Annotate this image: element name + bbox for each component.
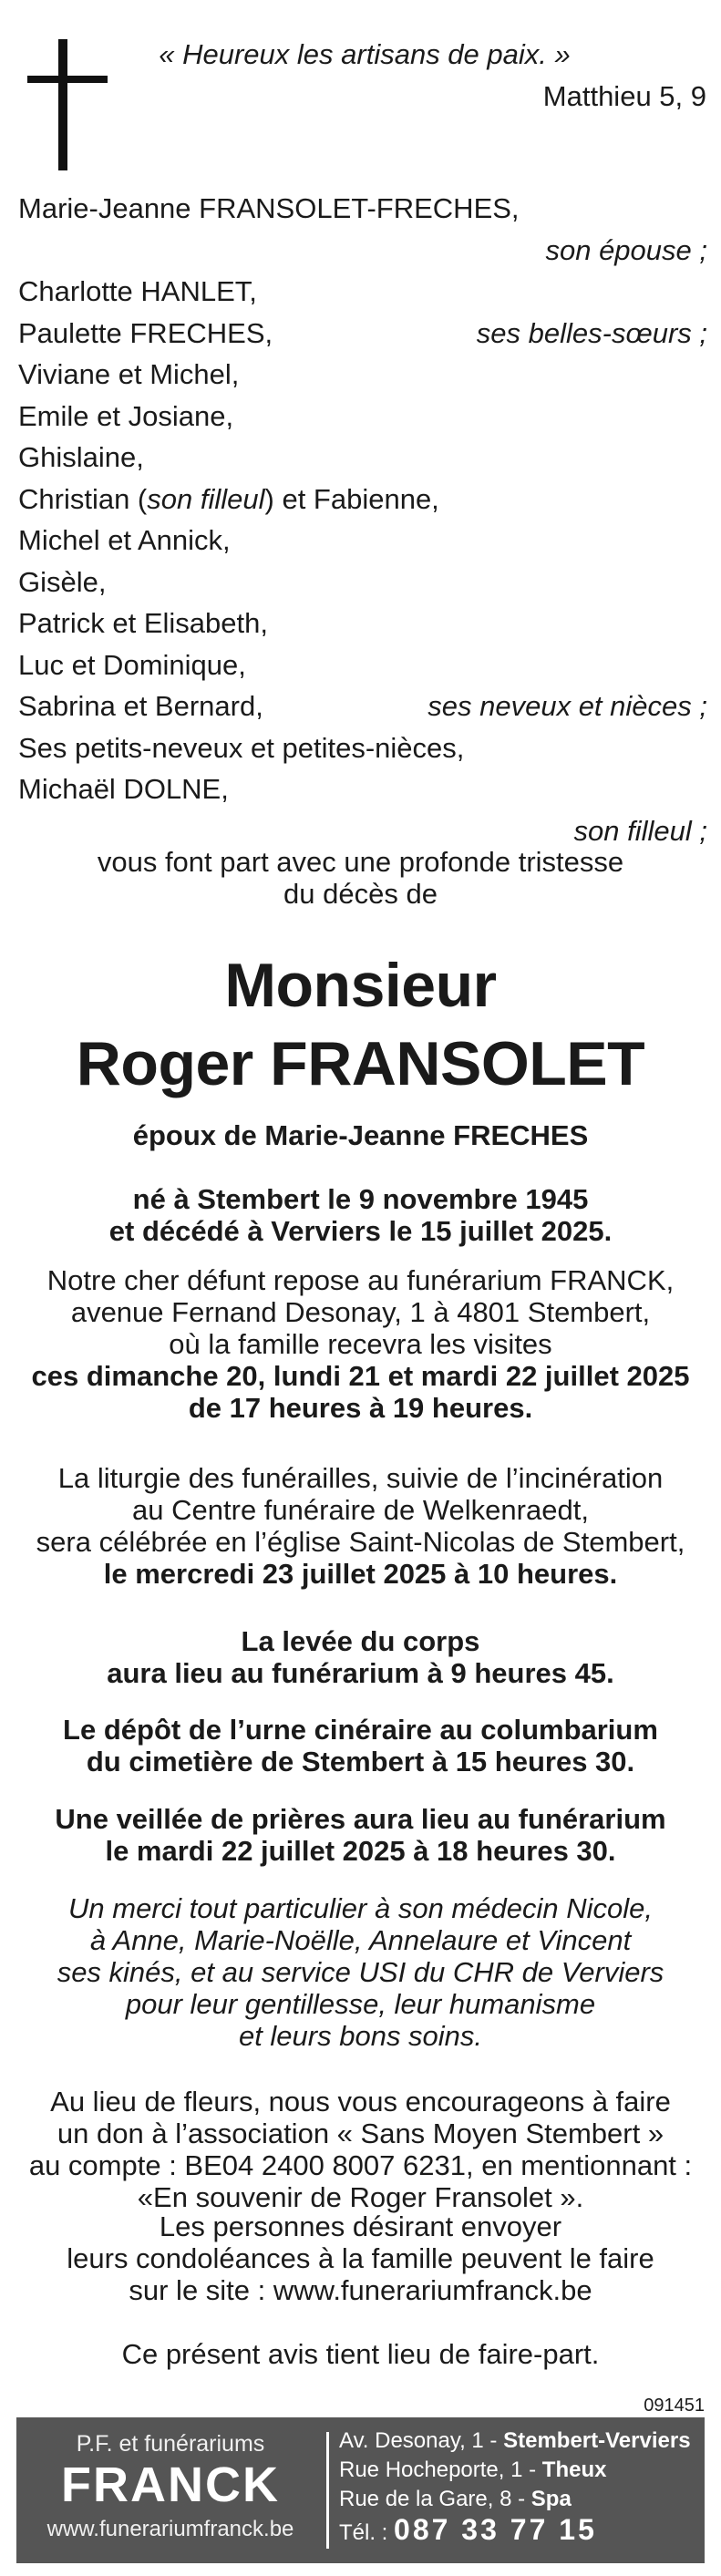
banner-subtitle: P.F. et funérariums xyxy=(76,2431,265,2457)
address-street: Rue Hocheporte, 1 - xyxy=(339,2458,542,2482)
paragraph-line: Un merci tout particulier à son médecin Nicole, xyxy=(68,1892,653,1924)
family-relation: ses belles-sœurs ; xyxy=(476,316,707,349)
family-member: Charlotte HANLET, xyxy=(18,275,257,307)
address-street: Rue de la Gare, 8 - xyxy=(339,2487,531,2511)
address-town: Theux xyxy=(541,2458,607,2482)
family-member: Ghislaine, xyxy=(18,441,144,473)
epigraph-reference: Matthieu 5, 9 xyxy=(542,80,706,112)
family-member: Sabrina et Bernard, xyxy=(18,690,263,722)
family-member: Emile et Josiane, xyxy=(18,399,234,432)
banner-divider xyxy=(326,2432,329,2549)
family-line xyxy=(18,603,707,644)
family-line xyxy=(18,354,707,396)
family-member: Christian ( xyxy=(18,482,148,515)
paragraph-line: le mercredi 23 juillet 2025 à 10 heures. xyxy=(103,1558,618,1590)
visitation-paragraph xyxy=(0,1264,721,1424)
address-street: Av. Desonay, 1 - xyxy=(339,2428,504,2453)
notice-code: 091451 xyxy=(644,2396,705,2416)
family-line xyxy=(18,685,707,727)
deceased-name: Roger FRANSOLET xyxy=(76,1029,645,1098)
address-line xyxy=(339,2427,700,2456)
paragraph-line: La liturgie des funérailles, suivie de l’incinération xyxy=(57,1462,664,1494)
family-line xyxy=(18,271,707,313)
family-member: Paulette FRECHES, xyxy=(18,316,273,349)
family-relation: son filleul ; xyxy=(573,814,707,847)
paragraph-line: au Centre funéraire de Welkenraedt, xyxy=(132,1494,589,1526)
family-list xyxy=(18,188,707,851)
address-line xyxy=(339,2456,700,2485)
family-line xyxy=(18,437,707,479)
paragraph-line: «En souvenir de Roger Fransolet ». xyxy=(137,2181,584,2213)
family-member: Gisèle, xyxy=(18,565,107,598)
announcement-line: du décès de xyxy=(283,878,438,910)
paragraph-line: Les personnes désirant envoyer xyxy=(159,2210,562,2242)
paragraph-line: pour leur gentillesse, leur humanisme xyxy=(125,1988,596,2020)
family-relation: ses neveux et nièces ; xyxy=(427,690,707,722)
donation-paragraph xyxy=(0,2086,721,2213)
vigil-paragraph xyxy=(0,1803,721,1867)
phone-line xyxy=(339,2514,700,2549)
family-line xyxy=(18,520,707,562)
deceased-spouse: époux de Marie-Jeanne FRECHES xyxy=(132,1119,589,1151)
paragraph-line: sera célébrée en l’église Saint-Nicolas de Stembert, xyxy=(36,1526,685,1558)
paragraph-line: de 17 heures à 19 heures. xyxy=(188,1392,533,1424)
family-line xyxy=(18,188,707,230)
birth-line: né à Stembert le 9 novembre 1945 xyxy=(132,1183,589,1215)
funeral-home-banner xyxy=(16,2417,705,2563)
paragraph-line: aura lieu au funérarium à 9 heures 45. xyxy=(107,1657,614,1689)
paragraph-line: ces dimanche 20, lundi 21 et mardi 22 juillet 2025 xyxy=(31,1360,690,1392)
family-line xyxy=(18,396,707,438)
family-member: Viviane et Michel, xyxy=(18,358,240,390)
death-line: et décédé à Verviers le 15 juillet 2025. xyxy=(108,1215,613,1247)
phone-number: 087 33 77 15 xyxy=(394,2513,597,2546)
paragraph-line: où la famille recevra les visites xyxy=(169,1328,552,1360)
family-line xyxy=(18,479,707,520)
family-member: Patrick et Elisabeth, xyxy=(18,607,268,639)
family-line xyxy=(18,768,707,810)
epigraph-quote: « Heureux les artisans de paix. » xyxy=(159,38,571,70)
announcement xyxy=(0,846,721,910)
announcement-line: vous font part avec une profonde tristesse xyxy=(97,846,624,878)
condolences-paragraph xyxy=(0,2210,721,2306)
urn-paragraph xyxy=(0,1714,721,1777)
address-town: Spa xyxy=(530,2487,572,2511)
phone-label: Tél. : xyxy=(339,2520,395,2545)
family-member: Michel et Annick, xyxy=(18,524,231,556)
banner-website: www.funerariumfranck.be xyxy=(46,2517,294,2541)
banner-brand xyxy=(16,2417,324,2563)
paragraph-line: Une veillée de prières aura lieu au funérarium xyxy=(55,1803,666,1835)
family-member: Ses petits-neveux et petites-nièces, xyxy=(18,731,465,764)
paragraph-line: ses kinés, et au service USI du CHR de Verviers xyxy=(57,1956,664,1988)
closing-line: Ce présent avis tient lieu de faire-part. xyxy=(121,2338,600,2370)
paragraph-line: avenue Fernand Desonay, 1 à 4801 Stembert, xyxy=(70,1296,651,1328)
paragraph-line: sur le site : www.funerariumfranck.be xyxy=(129,2274,592,2306)
paragraph-line: au compte : BE04 2400 8007 6231, en mentionnant : xyxy=(28,2149,693,2181)
family-line xyxy=(18,644,707,686)
address-line xyxy=(339,2485,700,2514)
life-dates xyxy=(0,1183,721,1247)
family-line xyxy=(18,230,707,272)
family-member: Michaël DOLNE, xyxy=(18,773,229,805)
family-relation: son épouse ; xyxy=(545,233,707,266)
paragraph-line: un don à l’association « Sans Moyen Stembert » xyxy=(57,2117,664,2149)
family-member-note: son filleul xyxy=(147,482,265,515)
paragraph-line: Notre cher défunt repose au funérarium FRANCK, xyxy=(46,1264,675,1296)
family-line xyxy=(18,727,707,769)
banner-addresses xyxy=(339,2427,700,2549)
paragraph-line: et leurs bons soins. xyxy=(238,2020,483,2052)
address-town: Stembert-Verviers xyxy=(503,2428,691,2453)
family-member: Marie-Jeanne FRANSOLET-FRECHES, xyxy=(18,192,520,224)
paragraph-line: La levée du corps xyxy=(241,1625,480,1657)
paragraph-line: Au lieu de fleurs, nous vous encourageons à faire xyxy=(50,2086,671,2117)
levee-paragraph xyxy=(0,1625,721,1689)
liturgy-paragraph xyxy=(0,1462,721,1590)
brand-logo-text: FRANCK xyxy=(61,2458,280,2512)
deceased-name-block xyxy=(0,946,721,1103)
paragraph-line: du cimetière de Stembert à 15 heures 30. xyxy=(86,1746,635,1777)
paragraph-line: leurs condoléances à la famille peuvent le faire xyxy=(67,2242,654,2274)
paragraph-line: Le dépôt de l’urne cinéraire au columbarium xyxy=(63,1714,658,1746)
family-line xyxy=(18,562,707,603)
family-line xyxy=(18,313,707,355)
family-member-rest: ) et Fabienne, xyxy=(264,482,439,515)
paragraph-line: le mardi 22 juillet 2025 à 18 heures 30. xyxy=(105,1835,616,1867)
paragraph-line: à Anne, Marie-Noëlle, Annelaure et Vincent xyxy=(89,1924,632,1956)
deceased-title: Monsieur xyxy=(224,951,497,1020)
family-member: Luc et Dominique, xyxy=(18,648,246,681)
thanks-paragraph xyxy=(0,1892,721,2052)
